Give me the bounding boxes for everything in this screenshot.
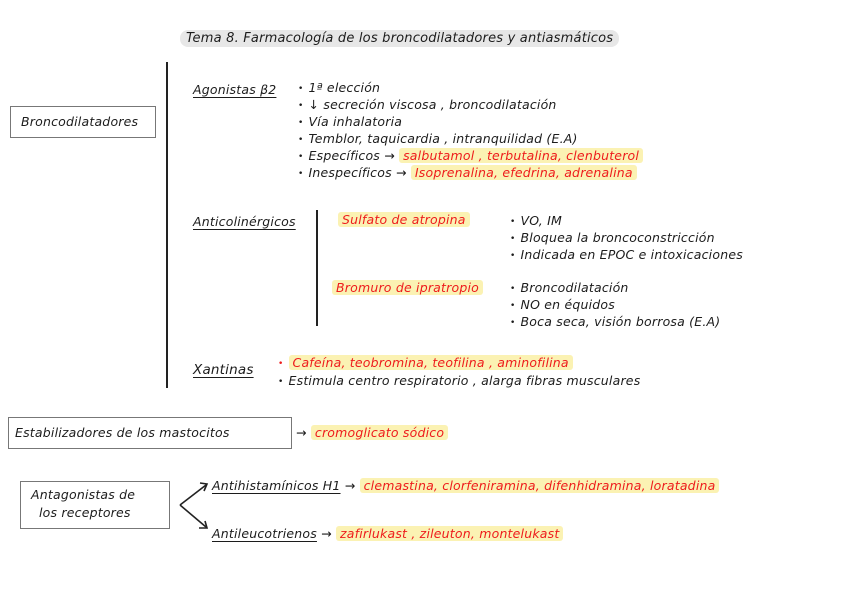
- arrow-icon: →: [344, 478, 356, 493]
- xantinas-heading: Xantinas: [193, 362, 254, 378]
- antileucotrienos-drugs: zafirlukast , zileuton, montelukast: [336, 526, 563, 541]
- ipratropio-item-text: Broncodilatación: [520, 280, 629, 295]
- xantinas-drugs-row: [278, 355, 573, 370]
- especificos-drugs: salbutamol , terbutalina, clenbuterol: [399, 148, 643, 163]
- antileucotrienos-row: [212, 526, 563, 541]
- antihistaminicos-row: [212, 478, 719, 493]
- xantinas-drugs: Cafeína, teobromina, teofilina , aminofilina: [289, 355, 573, 370]
- ipratropio-item-text: Boca seca, visión borrosa (E.A): [520, 314, 721, 329]
- atropina-item: [510, 230, 715, 245]
- bullet-icon: •: [510, 251, 516, 261]
- bullet-icon: •: [298, 84, 304, 94]
- ipratropio-name-wrap: [332, 280, 483, 295]
- ipratropio-name: Bromuro de ipratropio: [332, 280, 483, 295]
- antihistaminicos-label: Antihistamínicos H1: [212, 478, 341, 493]
- anticolinergicos-heading: Anticolinérgicos: [193, 214, 296, 229]
- bullet-icon: •: [298, 135, 304, 145]
- estabilizadores-drug: cromoglicato sódico: [311, 425, 448, 440]
- especificos-label: Específicos: [308, 148, 381, 163]
- fork-arrows-icon: [176, 475, 216, 535]
- broncodilatadores-label: Broncodilatadores: [21, 114, 139, 129]
- antagonistas-label-line2: los receptores: [39, 505, 131, 520]
- estabilizadores-drug-row: [296, 425, 448, 440]
- main-bracket-line: [166, 62, 168, 388]
- atropina-item-text: VO, IM: [520, 213, 563, 228]
- antagonistas-label-line1: Antagonistas de: [31, 487, 136, 502]
- page-title-text: Tema 8. Farmacología de los broncodilatadores y antiasmáticos: [180, 30, 619, 47]
- xantinas-effect-row: [278, 373, 640, 388]
- page-title: [180, 31, 619, 46]
- bullet-icon: •: [510, 301, 516, 311]
- agonistas-item: [298, 131, 578, 146]
- ipratropio-item-text: NO en équidos: [520, 297, 615, 312]
- atropina-item: [510, 213, 562, 228]
- arrow-icon: →: [396, 165, 407, 180]
- inespecificos-row: [298, 165, 637, 180]
- atropina-item: [510, 247, 743, 262]
- ipratropio-item: [510, 314, 720, 329]
- ipratropio-item: [510, 280, 629, 295]
- bullet-icon: •: [510, 234, 516, 244]
- bullet-icon: •: [278, 359, 284, 369]
- arrow-icon: →: [321, 526, 332, 541]
- bullet-icon: •: [298, 169, 304, 179]
- agonistas-item-text: Temblor, taquicardia , intranquilidad (E.A): [308, 131, 578, 146]
- atropina-item-text: Indicada en EPOC e intoxicaciones: [520, 247, 743, 262]
- inespecificos-drugs: Isoprenalina, efedrina, adrenalina: [411, 165, 637, 180]
- bullet-icon: •: [510, 284, 516, 294]
- arrow-icon: →: [296, 425, 307, 440]
- estabilizadores-box: [8, 417, 292, 449]
- bullet-icon: •: [510, 217, 516, 227]
- antagonistas-box: [20, 481, 170, 529]
- agonistas-item-text: Vía inhalatoria: [308, 114, 403, 129]
- inespecificos-label: Inespecíficos: [308, 165, 392, 180]
- broncodilatadores-box: [10, 106, 156, 138]
- agonistas-item: [298, 114, 402, 129]
- atropina-name: Sulfato de atropina: [338, 212, 470, 227]
- bullet-icon: •: [278, 377, 284, 387]
- estabilizadores-label: Estabilizadores de los mastocitos: [15, 425, 230, 440]
- atropina-name-wrap: [338, 212, 470, 227]
- ipratropio-item: [510, 297, 615, 312]
- agonistas-item: [298, 97, 557, 112]
- agonistas-item: [298, 80, 380, 95]
- agonistas-item-text: 1ª elección: [308, 80, 381, 95]
- bullet-icon: •: [298, 118, 304, 128]
- arrow-icon: →: [384, 148, 395, 163]
- anticolinergicos-bracket-line: [316, 210, 318, 326]
- especificos-row: [298, 148, 643, 163]
- atropina-item-text: Bloquea la broncoconstricción: [520, 230, 715, 245]
- bullet-icon: •: [298, 101, 304, 111]
- bullet-icon: •: [298, 152, 304, 162]
- antileucotrienos-label: Antileucotrienos: [212, 526, 317, 541]
- antihistaminicos-drugs: clemastina, clorfeniramina, difenhidramina, loratadina: [360, 478, 720, 493]
- agonistas-heading: Agonistas β2: [193, 82, 277, 97]
- xantinas-effect: Estimula centro respiratorio , alarga fibras musculares: [288, 373, 641, 388]
- agonistas-item-text: ↓ secreción viscosa , broncodilatación: [308, 97, 557, 112]
- bullet-icon: •: [510, 318, 516, 328]
